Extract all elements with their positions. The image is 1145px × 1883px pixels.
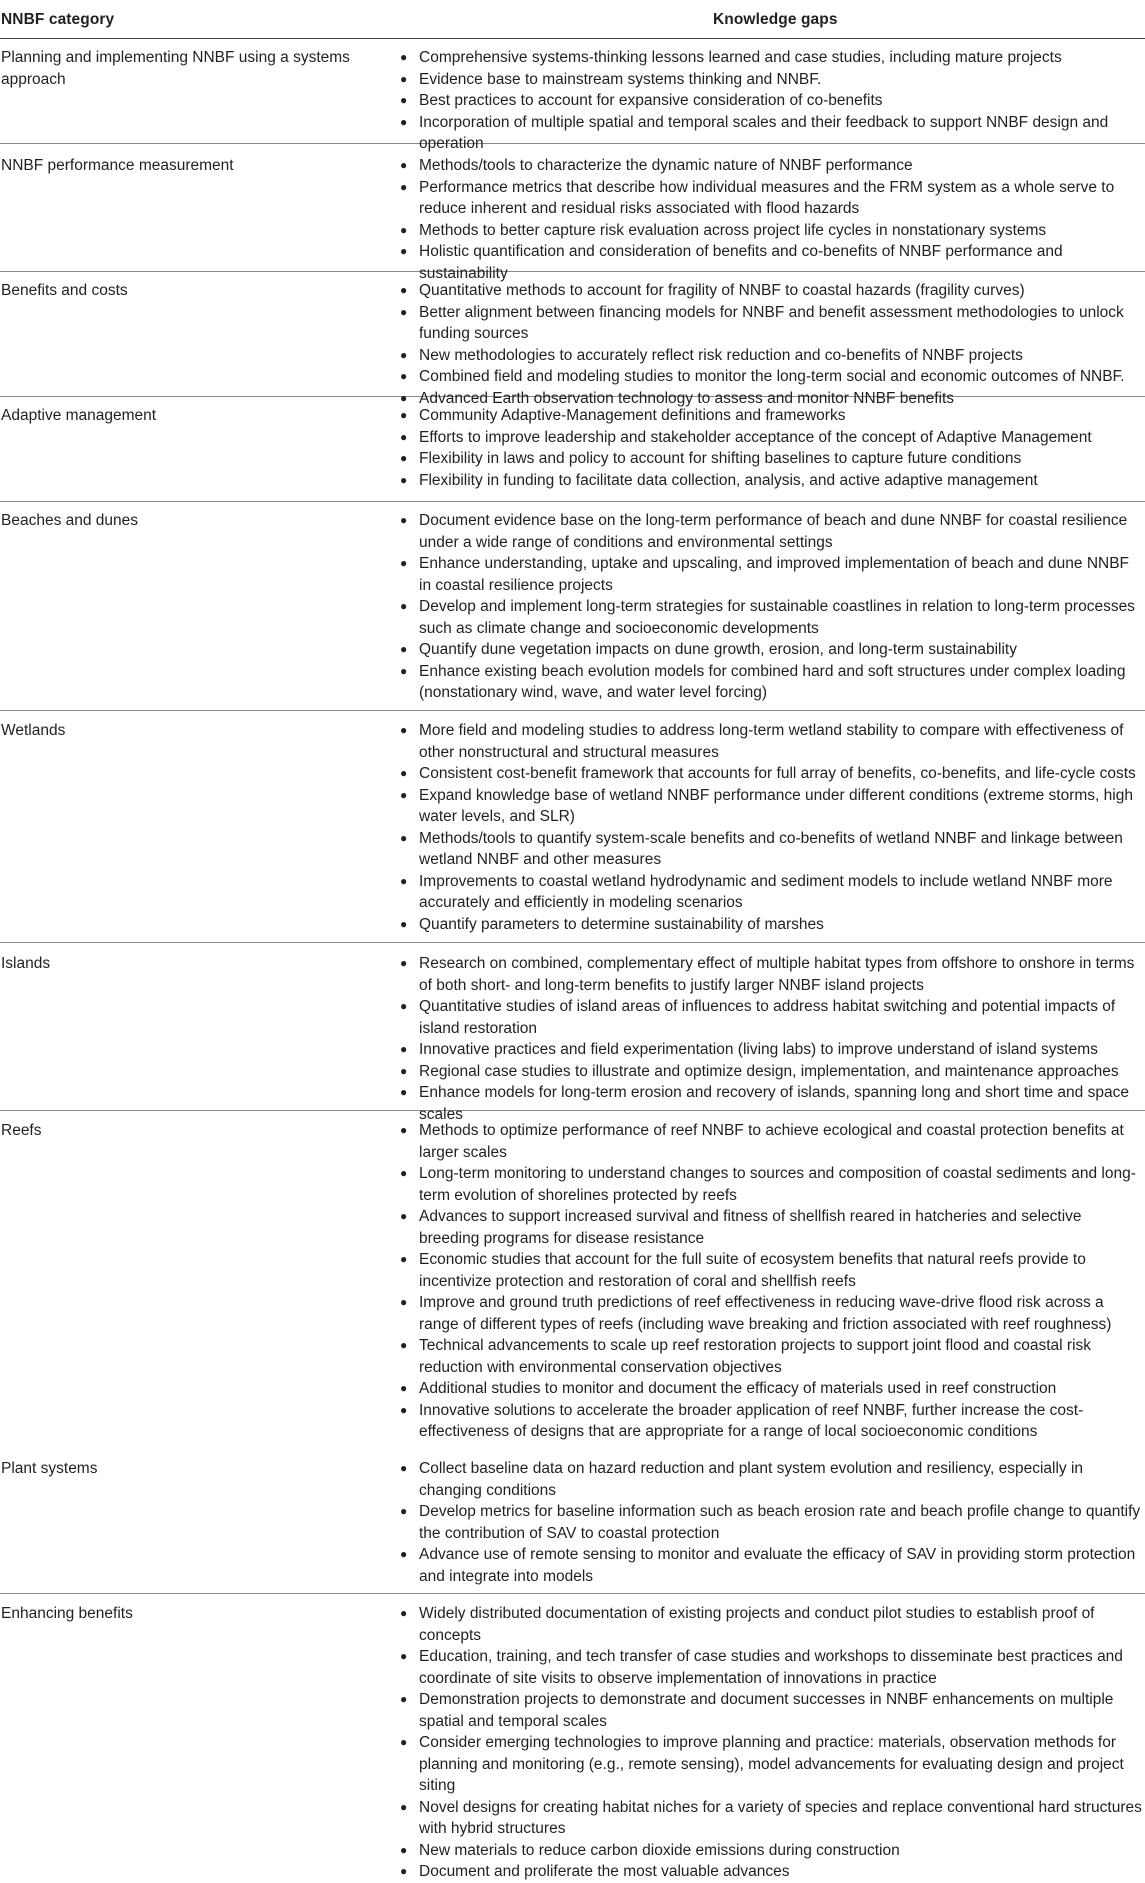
gap-text: Quantitative studies of island areas of influences to address habitat switching and potential impacts of island restoration xyxy=(419,998,1116,1037)
gap-text: Technical advancements to scale up reef restoration projects to support joint flood and coastal risk reduction with environmental conservation objectives xyxy=(419,1337,1092,1376)
gap-item xyxy=(400,241,1145,284)
bullet-icon: ● xyxy=(400,766,408,780)
gap-item xyxy=(400,177,1145,220)
gap-text: Demonstration projects to demonstrate and document successes in NNBF enhancements on multiple spatial and temporal scales xyxy=(419,1691,1114,1730)
bullet-icon: ● xyxy=(400,369,408,383)
bullet-icon: ● xyxy=(400,787,408,802)
gap-item xyxy=(400,470,1145,492)
gap-text: Economic studies that account for the full suite of ecosystem benefits that natural reefs provide to incentivize protection and restoration of coral and shellfish reefs xyxy=(419,1251,1086,1290)
bullet-icon: ● xyxy=(400,642,408,656)
gap-item xyxy=(400,1797,1145,1840)
category-cell: Plant systems xyxy=(1,1460,98,1477)
category-cell: Benefits and costs xyxy=(1,282,128,299)
gap-item xyxy=(400,763,1145,785)
bullet-icon: ● xyxy=(400,873,408,888)
bullet-icon: ● xyxy=(400,451,408,465)
gap-item xyxy=(400,1292,1145,1335)
bullet-icon: ● xyxy=(400,1338,408,1352)
gap-item xyxy=(400,69,1145,91)
gap-text: Improve and ground truth predictions of reef effectiveness in reducing wave-drive flood risk across a range of different types of reefs (including wave breaking and friction associated with reef roughness) xyxy=(419,1294,1112,1333)
gap-item xyxy=(400,1120,1145,1163)
header-category: NNBF category xyxy=(1,11,115,28)
bullet-icon: ● xyxy=(400,304,408,319)
gap-text: Methods to better capture risk evaluation across project life cycles in nonstationary systems xyxy=(419,221,1047,239)
bullet-icon: ● xyxy=(400,1381,408,1395)
gap-text: Community Adaptive-Management definitions and frameworks xyxy=(419,407,846,424)
bullet-icon: ● xyxy=(400,1649,408,1663)
category-cell: Reefs xyxy=(1,1122,42,1139)
gap-item xyxy=(400,661,1145,704)
gap-item xyxy=(400,220,1145,242)
bullet-icon: ● xyxy=(400,244,408,258)
bullet-icon: ● xyxy=(400,390,408,405)
bullet-icon: ● xyxy=(400,1252,408,1266)
bullet-icon: ● xyxy=(400,1842,408,1857)
gap-item xyxy=(400,1603,1145,1646)
gap-item xyxy=(400,639,1145,661)
bullet-icon: ● xyxy=(400,1063,408,1078)
gap-text: Advance use of remote sensing to monitor and evaluate the efficacy of SAV in providing storm protection and integrate into models xyxy=(419,1546,1136,1585)
gap-item xyxy=(400,155,1145,177)
bullet-icon: ● xyxy=(400,347,408,362)
gap-item xyxy=(400,953,1145,996)
bullet-icon: ● xyxy=(400,599,408,613)
gap-item xyxy=(400,914,1145,936)
gap-text: Efforts to improve leadership and stakeholder acceptance of the concept of Adaptive Management xyxy=(419,428,1092,446)
knowledge-gaps-list xyxy=(400,405,1145,491)
bullet-icon: ● xyxy=(400,1606,408,1620)
gap-item xyxy=(400,1335,1145,1378)
bullet-icon: ● xyxy=(400,1085,408,1099)
gap-item xyxy=(400,996,1145,1039)
bullet-icon: ● xyxy=(400,472,408,487)
gap-item xyxy=(400,510,1145,553)
table-row-benefits-costs xyxy=(0,280,1145,407)
gap-text: Incorporation of multiple spatial and temporal scales and their feedback to support NNBF design and operation xyxy=(419,113,1109,152)
knowledge-gaps-list xyxy=(400,1120,1145,1443)
knowledge-gaps-list xyxy=(400,280,1145,409)
gap-text: Long-term monitoring to understand changes to sources and composition of coastal sediments and long-term evolution of shorelines protected by reefs xyxy=(419,1165,1136,1204)
gap-text: Methods/tools to characterize the dynamic nature of NNBF performance xyxy=(419,157,913,174)
table-row-enhancing-benefits xyxy=(0,1603,1145,1880)
knowledge-gaps-list xyxy=(400,1458,1145,1587)
bullet-icon: ● xyxy=(400,1166,408,1180)
gap-item xyxy=(400,448,1145,470)
knowledge-gaps-list xyxy=(400,155,1145,284)
gap-item xyxy=(400,1378,1145,1400)
knowledge-gaps-list xyxy=(400,953,1145,1125)
gap-text: Performance metrics that describe how individual measures and the FRM system as a whole serve to reduce inherent and residual risks associated with flood hazards xyxy=(419,178,1115,217)
gap-text: New materials to reduce carbon dioxide emissions during construction xyxy=(419,1841,900,1859)
bullet-icon: ● xyxy=(400,723,408,737)
gap-item xyxy=(400,1501,1145,1544)
knowledge-gaps-list xyxy=(400,1603,1145,1883)
category-cell: NNBF performance measurement xyxy=(1,157,234,174)
gap-item xyxy=(400,1206,1145,1249)
gap-text: Combined field and modeling studies to monitor the long-term social and economic outcomes of NNBF. xyxy=(419,368,1125,385)
gap-text: Enhance models for long-term erosion and recovery of islands, spanning long and short time and space scales xyxy=(419,1084,1129,1123)
gap-text: Document evidence base on the long-term performance of beach and dune NNBF for coastal resilience under a wide range of conditions and environmental settings xyxy=(419,512,1128,551)
gap-item xyxy=(400,345,1145,367)
bullet-icon: ● xyxy=(400,1547,408,1561)
gap-text: Innovative solutions to accelerate the broader application of reef NNBF, further increase the cost-effectiveness of designs that are appropriate for a range of local socioeconomic conditions xyxy=(419,1401,1084,1440)
gap-item xyxy=(400,1163,1145,1206)
bullet-icon: ● xyxy=(400,1864,408,1878)
table-row-islands xyxy=(0,953,1145,1123)
bullet-icon: ● xyxy=(400,663,408,678)
gap-text: Evidence base to mainstream systems thinking and NNBF. xyxy=(419,70,822,88)
bullet-icon: ● xyxy=(400,179,408,194)
bullet-icon: ● xyxy=(400,1799,408,1814)
category-cell: Planning and implementing NNBF using a systems approach xyxy=(1,49,350,88)
gap-text: Document and proliferate the most valuable advances xyxy=(419,1863,790,1880)
knowledge-gaps-list xyxy=(400,720,1145,935)
bullet-icon: ● xyxy=(400,1042,408,1056)
table-row-wetlands xyxy=(0,720,1145,943)
gap-text: Collect baseline data on hazard reduction and plant system evolution and resiliency, especially in changing conditions xyxy=(419,1460,1084,1499)
bullet-icon: ● xyxy=(400,429,408,444)
table-header xyxy=(0,0,1145,39)
bullet-icon: ● xyxy=(400,93,408,107)
bullet-icon: ● xyxy=(400,1504,408,1518)
gap-item xyxy=(400,785,1145,828)
bullet-icon: ● xyxy=(400,114,408,129)
gap-text: Innovative practices and field experimentation (living labs) to improve understand of island systems xyxy=(419,1041,1098,1058)
gap-item xyxy=(400,47,1145,69)
gap-text: Widely distributed documentation of existing projects and conduct pilot studies to establish proof of concepts xyxy=(419,1605,1095,1644)
gap-item xyxy=(400,1861,1145,1883)
gap-text: Consider emerging technologies to improve planning and practice: materials, observation methods for planning and monitoring (e.g., remote sensing), model advancements for evaluating design and project siting xyxy=(419,1734,1124,1794)
table-row-adaptive-management xyxy=(0,405,1145,502)
gap-item xyxy=(400,553,1145,596)
table-row-planning xyxy=(0,47,1145,152)
bullet-icon: ● xyxy=(400,222,408,237)
gap-item xyxy=(400,1249,1145,1292)
bullet-icon: ● xyxy=(400,999,408,1013)
bullet-icon: ● xyxy=(400,1461,408,1475)
bullet-icon: ● xyxy=(400,956,408,970)
category-cell: Enhancing benefits xyxy=(1,1605,133,1622)
bullet-icon: ● xyxy=(400,513,408,527)
gap-text: Research on combined, complementary effect of multiple habitat types from offshore to onshore in terms of both short- and long-term benefits to justify larger NNBF island projects xyxy=(419,955,1135,994)
gap-text: Flexibility in funding to facilitate data collection, analysis, and active adaptive management xyxy=(419,471,1038,489)
gap-text: Methods to optimize performance of reef NNBF to achieve ecological and coastal protection benefits at larger scales xyxy=(419,1122,1124,1161)
gap-text: Enhance understanding, uptake and upscaling, and improved implementation of beach and dune NNBF in coastal resilience projects xyxy=(419,555,1130,594)
bullet-icon: ● xyxy=(400,50,408,64)
table-row-beaches-dunes xyxy=(0,510,1145,711)
bullet-icon: ● xyxy=(400,1295,408,1309)
gap-text: Holistic quantification and consideration of benefits and co-benefits of NNBF performance and sustainability xyxy=(419,243,1063,282)
gap-text: Novel designs for creating habitat niches for a variety of species and replace conventional hard structures with hybrid structures xyxy=(419,1798,1142,1837)
gap-text: Expand knowledge base of wetland NNBF performance under different conditions (extreme storms, high water levels, and SLR) xyxy=(419,786,1133,825)
gap-text: Additional studies to monitor and document the efficacy of materials used in reef construction xyxy=(419,1380,1057,1397)
gap-item xyxy=(400,828,1145,871)
bullet-icon: ● xyxy=(400,1402,408,1417)
gap-item xyxy=(400,1458,1145,1501)
bullet-icon: ● xyxy=(400,1209,408,1223)
bullet-icon: ● xyxy=(400,158,408,172)
gap-item xyxy=(400,871,1145,914)
gap-item xyxy=(400,280,1145,302)
table-row-performance xyxy=(0,155,1145,282)
gap-text: More field and modeling studies to address long-term wetland stability to compare with effectiveness of other nonstructural and structural measures xyxy=(419,722,1124,761)
gap-text: Advances to support increased survival and fitness of shellfish reared in hatcheries and selective breeding programs for disease resistance xyxy=(419,1208,1082,1247)
bullet-icon: ● xyxy=(400,830,408,845)
category-cell: Islands xyxy=(1,955,51,972)
gap-text: Enhance existing beach evolution models for combined hard and soft structures under complex loading (nonstationary wind, wave, and water level forcing) xyxy=(419,662,1126,701)
gap-text: Improvements to coastal wetland hydrodynamic and sediment models to include wetland NNBF more accurately and efficiently in modeling scenarios xyxy=(419,872,1113,911)
gap-item xyxy=(400,1732,1145,1797)
bullet-icon: ● xyxy=(400,71,408,86)
gap-item xyxy=(400,720,1145,763)
gap-item xyxy=(400,1840,1145,1862)
knowledge-gaps-list xyxy=(400,47,1145,155)
bullet-icon: ● xyxy=(400,556,408,570)
gap-text: Methods/tools to quantify system-scale benefits and co-benefits of wetland NNBF and linkage between wetland NNBF and other measures xyxy=(419,829,1123,868)
category-cell: Wetlands xyxy=(1,722,66,739)
gap-item xyxy=(400,1082,1145,1125)
gap-text: Best practices to account for expansive consideration of co-benefits xyxy=(419,92,883,109)
gap-text: Flexibility in laws and policy to account for shifting baselines to capture future conditions xyxy=(419,450,1022,467)
gap-text: Develop and implement long-term strategies for sustainable coastlines in relation to long-term processes such as climate change and socioeconomic developments xyxy=(419,598,1135,637)
gap-item xyxy=(400,427,1145,449)
gap-text: New methodologies to accurately reflect risk reduction and co-benefits of NNBF projects xyxy=(419,346,1023,364)
header-knowledge-gaps: Knowledge gaps xyxy=(713,11,838,28)
bullet-icon: ● xyxy=(400,1123,408,1137)
bullet-icon: ● xyxy=(400,1735,408,1749)
category-cell: Adaptive management xyxy=(1,407,157,424)
table-row-reefs xyxy=(0,1120,1145,1440)
gap-item xyxy=(400,596,1145,639)
bullet-icon: ● xyxy=(400,283,408,297)
gap-item xyxy=(400,112,1145,155)
gap-item xyxy=(400,302,1145,345)
gap-text: Better alignment between financing models for NNBF and benefit assessment methodologies to unlock funding sources xyxy=(419,303,1124,342)
gap-item xyxy=(400,405,1145,427)
gap-item xyxy=(400,366,1145,388)
knowledge-gaps-list xyxy=(400,510,1145,704)
bullet-icon: ● xyxy=(400,916,408,931)
gap-item xyxy=(400,1061,1145,1083)
gap-text: Education, training, and tech transfer of case studies and workshops to disseminate best practices and coordinate of site visits to observe implementation of innovations in practice xyxy=(419,1648,1123,1687)
bullet-icon: ● xyxy=(400,1692,408,1706)
gap-item xyxy=(400,1400,1145,1443)
bullet-icon: ● xyxy=(400,408,408,422)
gap-item xyxy=(400,1689,1145,1732)
gap-item xyxy=(400,1646,1145,1689)
gap-item xyxy=(400,1544,1145,1587)
gap-text: Quantify parameters to determine sustainability of marshes xyxy=(419,915,824,933)
gap-text: Quantitative methods to account for fragility of NNBF to coastal hazards (fragility curves) xyxy=(419,282,1025,299)
category-cell: Beaches and dunes xyxy=(1,512,139,529)
gap-item xyxy=(400,90,1145,112)
gap-text: Develop metrics for baseline information such as beach erosion rate and beach profile change to quantify the contribution of SAV to coastal protection xyxy=(419,1503,1141,1542)
gap-text: Consistent cost-benefit framework that accounts for full array of benefits, co-benefits, and life-cycle costs xyxy=(419,765,1136,782)
gap-text: Advanced Earth observation technology to assess and monitor NNBF benefits xyxy=(419,389,955,407)
gap-text: Comprehensive systems-thinking lessons learned and case studies, including mature projects xyxy=(419,49,1062,66)
gap-text: Quantify dune vegetation impacts on dune growth, erosion, and long-term sustainability xyxy=(419,641,1017,658)
gap-item xyxy=(400,1039,1145,1061)
table-row-plant-systems xyxy=(0,1458,1145,1594)
gap-text: Regional case studies to illustrate and optimize design, implementation, and maintenance approaches xyxy=(419,1062,1119,1080)
